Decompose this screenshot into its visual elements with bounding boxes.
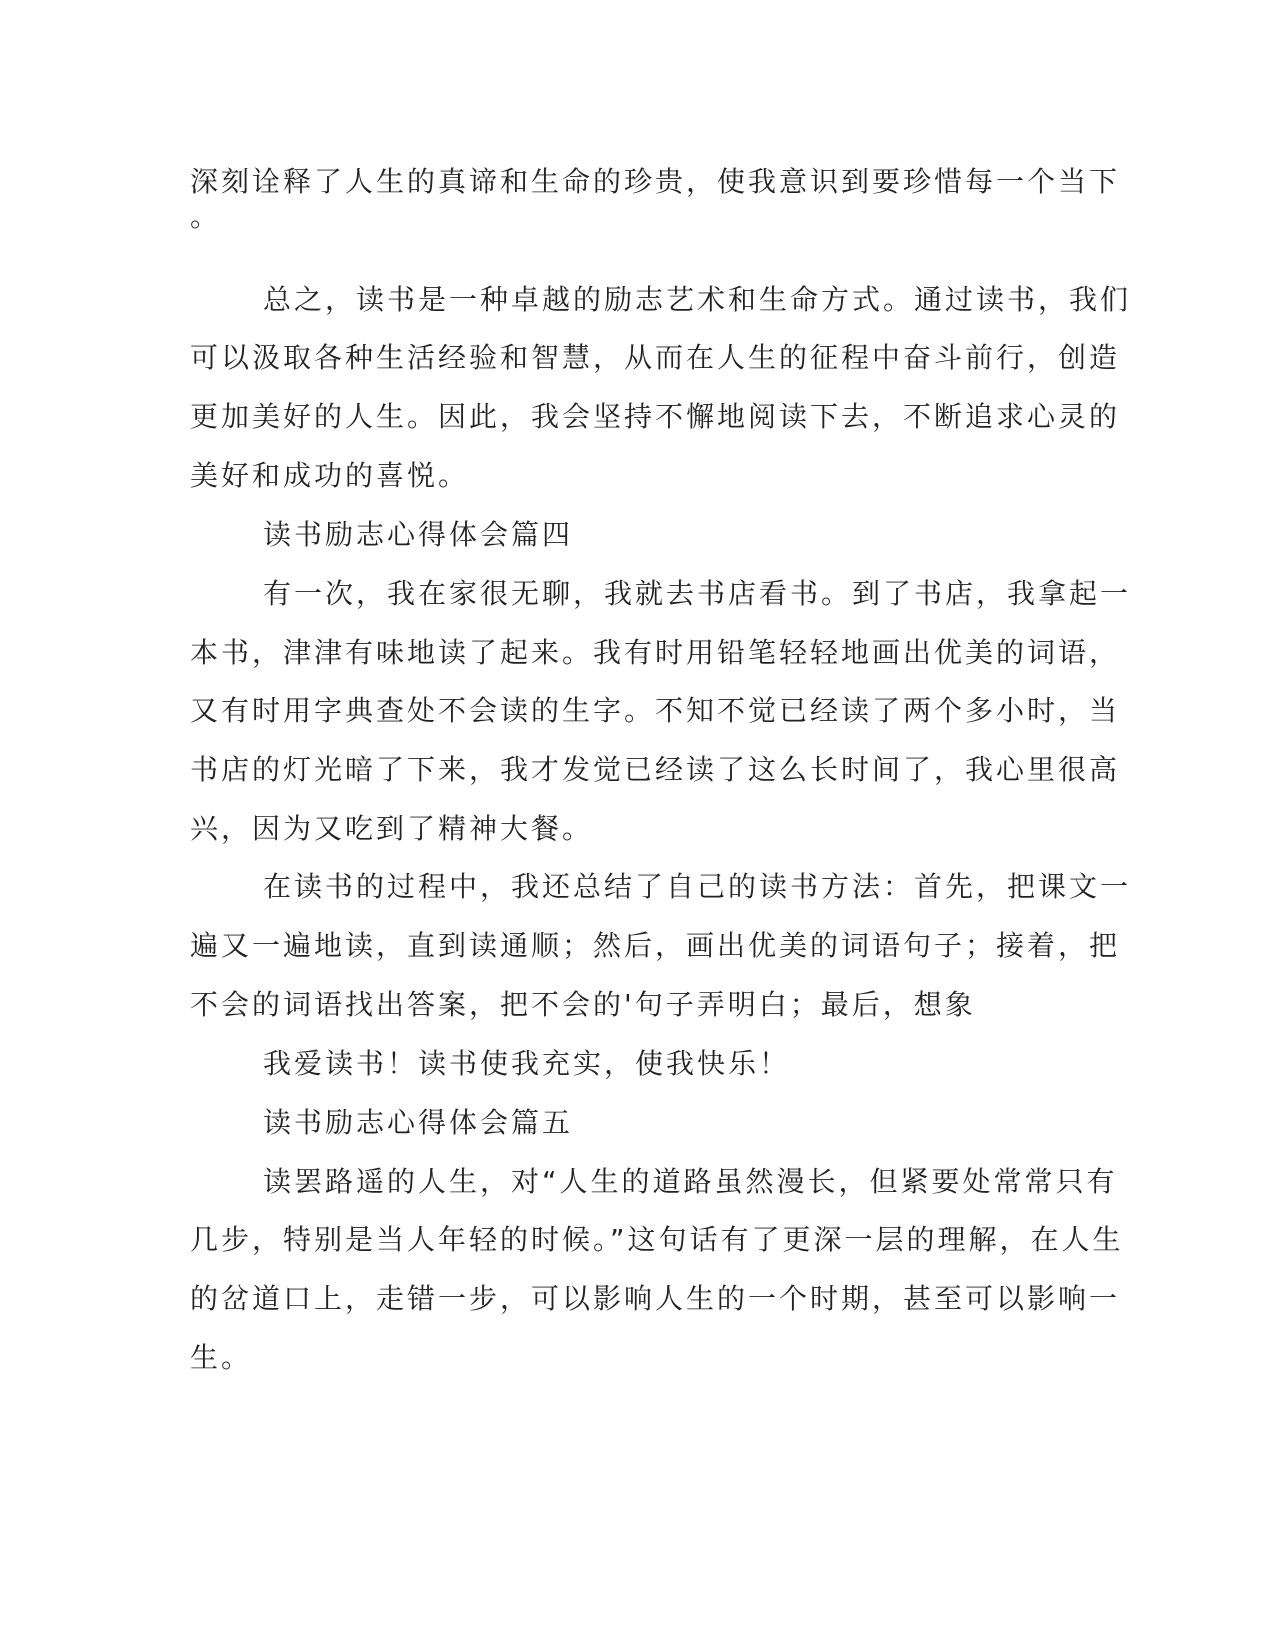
paragraph-line: 生。 — [190, 1341, 253, 1374]
paragraph-line: 我爱读书！读书使我充实，使我快乐！ — [263, 1047, 791, 1080]
paragraph-line: 不会的词语找出答案，把不会的'句子弄明白；最后，想象 — [190, 988, 976, 1021]
section-heading: 读书励志心得体会篇五 — [263, 1106, 574, 1139]
paragraph-line: 总之，读书是一种卓越的励志艺术和生命方式。通过读书，我们 — [263, 283, 1132, 316]
paragraph-line: 遍又一遍地读，直到读通顺；然后，画出优美的词语句子；接着，把 — [190, 929, 1121, 962]
paragraph-line: 深刻诠释了人生的真谛和生命的珍贵，使我意识到要珍惜每一个当下 — [190, 165, 1121, 198]
paragraph-line: 的岔道口上，走错一步，可以影响人生的一个时期，甚至可以影响一 — [190, 1282, 1121, 1315]
paragraph-line: 。 — [190, 200, 222, 233]
paragraph-line: 又有时用字典查处不会读的生字。不知不觉已经读了两个多小时，当 — [190, 694, 1121, 727]
paragraph-line: 读罢路遥的人生，对“人生的道路虽然漫长，但紧要处常常只有 — [263, 1165, 1118, 1198]
paragraph-line: 在读书的过程中，我还总结了自己的读书方法：首先，把课文一 — [263, 870, 1132, 903]
paragraph-line: 有一次，我在家很无聊，我就去书店看书。到了书店，我拿起一 — [263, 577, 1132, 610]
paragraph-line: 兴，因为又吃到了精神大餐。 — [190, 812, 594, 845]
section-heading: 读书励志心得体会篇四 — [263, 518, 574, 551]
paragraph-line: 可以汲取各种生活经验和智慧，从而在人生的征程中奋斗前行，创造 — [190, 341, 1121, 374]
paragraph-line: 几步，特别是当人年轻的时候。”这句话有了更深一层的理解，在人生 — [190, 1223, 1124, 1256]
paragraph-line: 美好和成功的喜悦。 — [190, 459, 470, 492]
paragraph-line: 本书，津津有味地读了起来。我有时用铅笔轻轻地画出优美的词语， — [190, 636, 1121, 669]
paragraph-line: 更加美好的人生。因此，我会坚持不懈地阅读下去，不断追求心灵的 — [190, 400, 1121, 433]
paragraph-line: 书店的灯光暗了下来，我才发觉已经读了这么长时间了，我心里很高 — [190, 753, 1121, 786]
